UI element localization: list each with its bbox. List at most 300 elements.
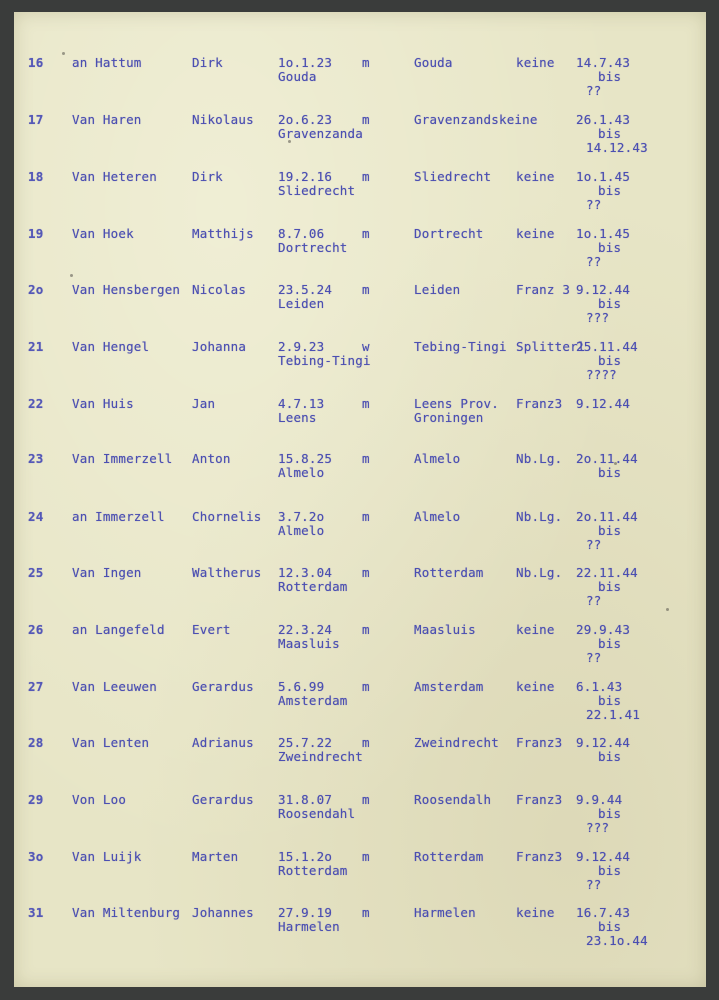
record-number: [28, 452, 43, 466]
record-row: [14, 397, 706, 451]
injury-text: Franz3: [516, 849, 563, 864]
surname: [72, 113, 142, 127]
record-number: [28, 510, 43, 524]
date-from: 9.12.44: [576, 282, 631, 297]
record-number: [28, 850, 43, 864]
birth-date: 8.7.06: [278, 226, 325, 241]
residence: [414, 510, 514, 524]
birth-date: 3.7.2o: [278, 509, 325, 524]
surname: [72, 680, 157, 694]
surname: [72, 340, 149, 354]
residence: [414, 906, 514, 920]
record-row: [14, 452, 706, 506]
injury: [516, 793, 562, 807]
surname-text: Van Luijk: [72, 849, 142, 864]
sex-text: m: [362, 792, 370, 807]
given-name-text: Dirk: [192, 169, 223, 184]
sex: [362, 623, 370, 637]
date-from: 9.12.44: [576, 849, 631, 864]
birth-info: [278, 566, 348, 594]
record-number-text: 28: [28, 735, 44, 750]
date-bis: bis: [598, 465, 622, 480]
date-to: ??: [586, 877, 602, 892]
injury-text: Franz3: [516, 396, 563, 411]
injury: [516, 397, 562, 411]
date-from: 9.12.44: [576, 735, 631, 750]
sex: [362, 340, 370, 354]
record-number-text: 23: [28, 451, 44, 466]
record-number: [28, 566, 43, 580]
record-number-text: 24: [28, 509, 44, 524]
birth-place: Maasluis: [278, 636, 340, 651]
injury: [516, 283, 570, 297]
sex: [362, 736, 370, 750]
surname: [72, 850, 142, 864]
birth-place: Gravenzanda: [278, 126, 363, 141]
birth-date: 19.2.16: [278, 169, 333, 184]
given-name: [192, 850, 238, 864]
record-row: [14, 170, 706, 224]
surname-text: Van Heteren: [72, 169, 157, 184]
residence-text: Amsterdam: [414, 679, 484, 694]
record-row: [14, 680, 706, 734]
date-range: [576, 170, 630, 212]
date-from: 9.12.44: [576, 396, 631, 411]
date-bis: bis: [598, 183, 622, 198]
date-from: 9.9.44: [576, 792, 623, 807]
date-range: [576, 680, 640, 722]
date-from: 6.1.43: [576, 679, 623, 694]
record-number: [28, 170, 43, 184]
sex: [362, 566, 370, 580]
injury-text: keine: [516, 55, 555, 70]
surname: [72, 227, 134, 241]
surname: [72, 510, 165, 524]
given-name: [192, 510, 262, 524]
sex-text: m: [362, 55, 370, 70]
surname-text: Van Lenten: [72, 735, 150, 750]
injury-text: Franz3: [516, 792, 563, 807]
birth-place: Zweindrecht: [278, 749, 363, 764]
birth-info: [278, 736, 363, 764]
given-name: [192, 623, 231, 637]
injury: [516, 56, 555, 70]
birth-info: [278, 340, 371, 368]
date-to: ??: [586, 593, 602, 608]
given-name: [192, 452, 231, 466]
record-number-text: 21: [28, 339, 44, 354]
date-to: 22.1.41: [586, 707, 641, 722]
residence-text: Almelo: [414, 509, 461, 524]
injury: [516, 906, 555, 920]
date-range: [576, 906, 648, 948]
residence: [414, 227, 514, 241]
date-bis: bis: [598, 240, 622, 255]
date-range: [576, 283, 630, 325]
birth-date: 1o.1.23: [278, 55, 333, 70]
date-range: [576, 623, 630, 665]
record-number: [28, 340, 43, 354]
sex-text: m: [362, 226, 370, 241]
date-from: 14.7.43: [576, 55, 631, 70]
record-number-text: 26: [28, 622, 44, 637]
record-number: [28, 227, 43, 241]
residence: [414, 397, 514, 425]
record-row: [14, 736, 706, 790]
record-row: [14, 850, 706, 904]
sex: [362, 227, 370, 241]
residence-text: Sliedrecht: [414, 169, 492, 184]
record-row: [14, 623, 706, 677]
date-range: [576, 113, 648, 155]
record-row: [14, 566, 706, 620]
injury-text: keine: [516, 679, 555, 694]
sex-text: m: [362, 282, 370, 297]
date-to: ??: [586, 254, 602, 269]
surname: [72, 793, 126, 807]
injury-text: keine: [516, 169, 555, 184]
record-number: [28, 793, 43, 807]
birth-date: 27.9.19: [278, 905, 333, 920]
residence-text: Maasluis: [414, 622, 476, 637]
injury: [516, 736, 562, 750]
birth-place: Harmelen: [278, 919, 340, 934]
birth-date: 31.8.07: [278, 792, 333, 807]
birth-info: [278, 227, 348, 255]
date-bis: bis: [598, 296, 622, 311]
given-name-text: Jan: [192, 396, 216, 411]
date-bis: bis: [598, 806, 622, 821]
given-name: [192, 170, 223, 184]
record-row: [14, 340, 706, 394]
given-name: [192, 340, 246, 354]
surname: [72, 170, 157, 184]
sex: [362, 170, 370, 184]
surname-text: Van Haren: [72, 112, 142, 127]
date-from: 1o.1.45: [576, 169, 631, 184]
record-row: [14, 793, 706, 847]
sex: [362, 56, 370, 70]
surname-text: Van Leeuwen: [72, 679, 157, 694]
given-name-text: Johannes: [192, 905, 254, 920]
birth-date: 15.1.2o: [278, 849, 333, 864]
sex: [362, 510, 370, 524]
injury: [516, 623, 555, 637]
birth-date: 12.3.04: [278, 565, 333, 580]
sex: [362, 850, 370, 864]
record-number-text: 25: [28, 565, 44, 580]
residence-text: Harmelen: [414, 905, 476, 920]
surname-text: Van Immerzell: [72, 451, 173, 466]
birth-date: 25.7.22: [278, 735, 333, 750]
surname: [72, 736, 149, 750]
date-to: ??: [586, 537, 602, 552]
sex-text: m: [362, 849, 370, 864]
injury-text: keine: [516, 622, 555, 637]
injury-text: Nb.Lg.: [516, 565, 563, 580]
date-from: 22.11.44: [576, 565, 638, 580]
given-name: [192, 227, 254, 241]
birth-place: Almelo: [278, 523, 325, 538]
date-from: 25.11.44: [576, 339, 638, 354]
sex: [362, 906, 370, 920]
ink-speck: [62, 52, 65, 55]
date-range: [576, 566, 638, 608]
date-range: [576, 227, 630, 269]
record-number: [28, 736, 43, 750]
surname-text: an Immerzell: [72, 509, 165, 524]
surname-text: Van Ingen: [72, 565, 142, 580]
date-to: ??: [586, 83, 602, 98]
birth-info: [278, 623, 340, 651]
birth-place: Almelo: [278, 465, 325, 480]
record-number: [28, 113, 43, 127]
given-name-text: Nicolas: [192, 282, 247, 297]
birth-date: 2o.6.23: [278, 112, 333, 127]
surname: [72, 452, 172, 466]
residence-text: Zweindrecht: [414, 735, 499, 750]
birth-place: Tebing-Tingi: [278, 353, 371, 368]
sex-text: m: [362, 509, 370, 524]
sex-text: m: [362, 112, 370, 127]
typewritten-sheet: [14, 12, 706, 987]
residence-text: Roosendalh: [414, 792, 492, 807]
surname-text: an Hattum: [72, 55, 142, 70]
injury-text: Franz3: [516, 735, 563, 750]
sex-text: m: [362, 169, 370, 184]
given-name: [192, 793, 254, 807]
injury-text: keine: [516, 905, 555, 920]
date-bis: bis: [598, 523, 622, 538]
injury-text: Franz 3: [516, 282, 571, 297]
injury: [516, 227, 555, 241]
record-row: [14, 283, 706, 337]
residence: [414, 283, 514, 297]
date-range: [576, 510, 638, 552]
sex: [362, 680, 370, 694]
date-bis: bis: [598, 693, 622, 708]
record-number: [28, 906, 43, 920]
given-name-text: Waltherus: [192, 565, 262, 580]
surname-text: Van Hengel: [72, 339, 150, 354]
birth-info: [278, 56, 332, 84]
birth-info: [278, 906, 340, 934]
sex-text: m: [362, 735, 370, 750]
date-bis: bis: [598, 69, 622, 84]
date-range: [576, 340, 638, 382]
given-name: [192, 113, 254, 127]
date-to: ????: [586, 367, 617, 382]
record-number-text: 16: [28, 55, 44, 70]
record-number-text: 31: [28, 905, 44, 920]
sex: [362, 283, 370, 297]
surname-text: Van Miltenburg: [72, 905, 181, 920]
injury: [516, 170, 555, 184]
birth-place: Leiden: [278, 296, 325, 311]
given-name-text: Chornelis: [192, 509, 262, 524]
residence: [414, 112, 538, 127]
residence: [414, 850, 514, 864]
date-bis: bis: [598, 579, 622, 594]
surname-text: Van Huis: [72, 396, 134, 411]
given-name-text: Anton: [192, 451, 231, 466]
given-name: [192, 56, 223, 70]
sex-text: m: [362, 622, 370, 637]
birth-place: Sliedrecht: [278, 183, 356, 198]
given-name-text: Matthijs: [192, 226, 254, 241]
residence: [414, 170, 514, 184]
surname: [72, 906, 180, 920]
residence-text: Dortrecht: [414, 226, 484, 241]
residence: [414, 680, 514, 694]
given-name-text: Gerardus: [192, 792, 254, 807]
residence: [414, 56, 514, 70]
residence-text: Gravenzandskeine: [414, 112, 538, 127]
birth-info: [278, 793, 355, 821]
given-name-text: Adrianus: [192, 735, 254, 750]
residence-text: Rotterdam: [414, 849, 484, 864]
date-to: 23.1o.44: [586, 933, 648, 948]
record-number: [28, 680, 43, 694]
birth-info: [278, 113, 363, 141]
surname: [72, 56, 142, 70]
residence: [414, 623, 514, 637]
date-from: 16.7.43: [576, 905, 631, 920]
sex-text: m: [362, 396, 370, 411]
residence: [414, 452, 514, 466]
residence: [414, 736, 514, 750]
record-row: [14, 906, 706, 960]
birth-info: [278, 452, 332, 480]
residence: [414, 566, 514, 580]
injury-text: Nb.Lg.: [516, 509, 563, 524]
record-number-text: 17: [28, 112, 44, 127]
surname-text: Van Hensbergen: [72, 282, 181, 297]
date-to: 14.12.43: [586, 140, 648, 155]
date-bis: bis: [598, 749, 622, 764]
residence: [414, 793, 514, 807]
given-name: [192, 566, 262, 580]
residence-text: Rotterdam: [414, 565, 484, 580]
record-number-text: 29: [28, 792, 44, 807]
date-to: ???: [586, 820, 610, 835]
date-bis: bis: [598, 636, 622, 651]
injury-text: Nb.Lg.: [516, 451, 563, 466]
injury-text: keine: [516, 226, 555, 241]
record-row: [14, 510, 706, 564]
date-bis: bis: [598, 863, 622, 878]
sex-text: m: [362, 905, 370, 920]
date-to: ???: [586, 310, 610, 325]
birth-info: [278, 510, 324, 538]
date-from: 2o.11.44: [576, 451, 638, 466]
residence-text: Almelo: [414, 451, 461, 466]
date-range: [576, 452, 638, 480]
birth-date: 5.6.99: [278, 679, 325, 694]
date-range: [576, 56, 630, 98]
birth-info: [278, 680, 348, 708]
date-range: [576, 793, 622, 835]
birth-info: [278, 283, 332, 311]
given-name-text: Dirk: [192, 55, 223, 70]
residence-text: Gouda: [414, 55, 453, 70]
surname-text: Von Loo: [72, 792, 127, 807]
date-from: 2o.11.44: [576, 509, 638, 524]
record-number: [28, 397, 43, 411]
date-bis: bis: [598, 353, 622, 368]
record-number: [28, 623, 43, 637]
birth-place: Rotterdam: [278, 863, 348, 878]
birth-info: [278, 170, 355, 198]
date-from: 1o.1.45: [576, 226, 631, 241]
given-name-text: Johanna: [192, 339, 247, 354]
record-row: [14, 56, 706, 110]
sex: [362, 397, 370, 411]
date-from: 29.9.43: [576, 622, 631, 637]
birth-place: Leens: [278, 410, 317, 425]
given-name: [192, 397, 215, 411]
date-range: [576, 736, 630, 764]
birth-date: 15.8.25: [278, 451, 333, 466]
birth-date: 22.3.24: [278, 622, 333, 637]
residence-text: Leens Prov. Groningen: [414, 396, 507, 425]
injury: [516, 452, 562, 466]
surname-text: Van Hoek: [72, 226, 134, 241]
birth-date: 2.9.23: [278, 339, 325, 354]
record-number-text: 3o: [28, 849, 44, 864]
birth-info: [278, 397, 324, 425]
given-name: [192, 736, 254, 750]
date-bis: bis: [598, 919, 622, 934]
date-bis: bis: [598, 126, 622, 141]
given-name: [192, 906, 254, 920]
injury: [516, 680, 555, 694]
date-from: 26.1.43: [576, 112, 631, 127]
given-name-text: Evert: [192, 622, 231, 637]
sex-text: m: [362, 565, 370, 580]
given-name-text: Gerardus: [192, 679, 254, 694]
sex: [362, 113, 370, 127]
given-name-text: Marten: [192, 849, 239, 864]
record-number-text: 19: [28, 226, 44, 241]
residence-text: Leiden: [414, 282, 461, 297]
birth-info: [278, 850, 348, 878]
date-range: [576, 850, 630, 892]
residence-text: Tebing-Tingi: [414, 339, 507, 354]
date-range: [576, 397, 630, 411]
injury-text: Splitterl: [516, 339, 586, 354]
record-number-text: 27: [28, 679, 44, 694]
birth-date: 4.7.13: [278, 396, 325, 411]
date-to: ??: [586, 197, 602, 212]
surname-text: an Langefeld: [72, 622, 165, 637]
sex-text: m: [362, 679, 370, 694]
surname: [72, 283, 180, 297]
surname: [72, 566, 142, 580]
injury: [516, 510, 562, 524]
date-to: ??: [586, 650, 602, 665]
sex: [362, 793, 370, 807]
given-name: [192, 680, 254, 694]
injury: [516, 850, 562, 864]
record-row: [14, 113, 706, 167]
surname: [72, 623, 165, 637]
injury: [516, 566, 562, 580]
birth-place: Rotterdam: [278, 579, 348, 594]
record-number: [28, 283, 43, 297]
record-number-text: 22: [28, 396, 44, 411]
record-row: [14, 227, 706, 281]
